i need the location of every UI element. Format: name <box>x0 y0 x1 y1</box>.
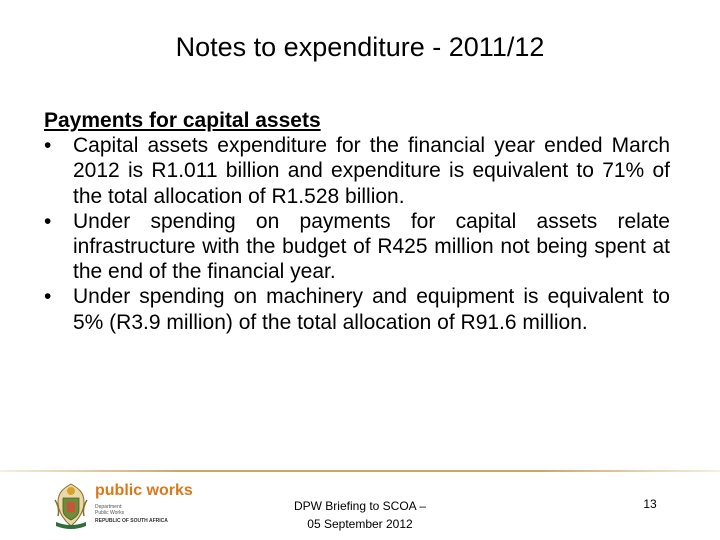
bullet-text: Capital assets expenditure for the financial year ended March 2012 is R1.011 billion and expenditure is equivalent to 71% of the total allocation of R1.528 billion. <box>73 134 670 208</box>
logo-title: public works <box>95 482 193 499</box>
bullet-marker: • <box>44 209 52 233</box>
slide-body <box>44 108 670 335</box>
logo-public-works: Public Works <box>95 510 125 516</box>
list-item <box>44 209 670 285</box>
logo-republic: REPUBLIC OF SOUTH AFRICA <box>95 518 168 524</box>
section-heading: Payments for capital assets <box>44 109 321 132</box>
list-item <box>44 284 670 334</box>
coat-of-arms-icon <box>52 482 90 530</box>
bullet-list <box>44 133 670 335</box>
footer-caption-line1: DPW Briefing to SCOA – <box>293 499 427 513</box>
bullet-text: Under spending on payments for capital assets relate infrastructure with the budget of R425 million not being spent at the end of the financial year. <box>73 209 670 284</box>
logo-department: Department: <box>95 504 123 510</box>
slide-title: Notes to expenditure - 2011/12 <box>175 32 545 62</box>
list-item <box>44 133 670 209</box>
public-works-logo <box>52 482 202 532</box>
footer-divider <box>0 470 720 472</box>
footer-caption-line2: 05 September 2012 <box>307 517 413 531</box>
bullet-marker: • <box>44 134 52 158</box>
bullet-text: Under spending on machinery and equipment is equivalent to 5% (R3.9 million) of the total allocation of R91.6 million. <box>73 285 670 334</box>
bullet-marker: • <box>44 285 52 309</box>
page-number: 13 <box>643 497 657 511</box>
footer-caption <box>270 497 450 533</box>
